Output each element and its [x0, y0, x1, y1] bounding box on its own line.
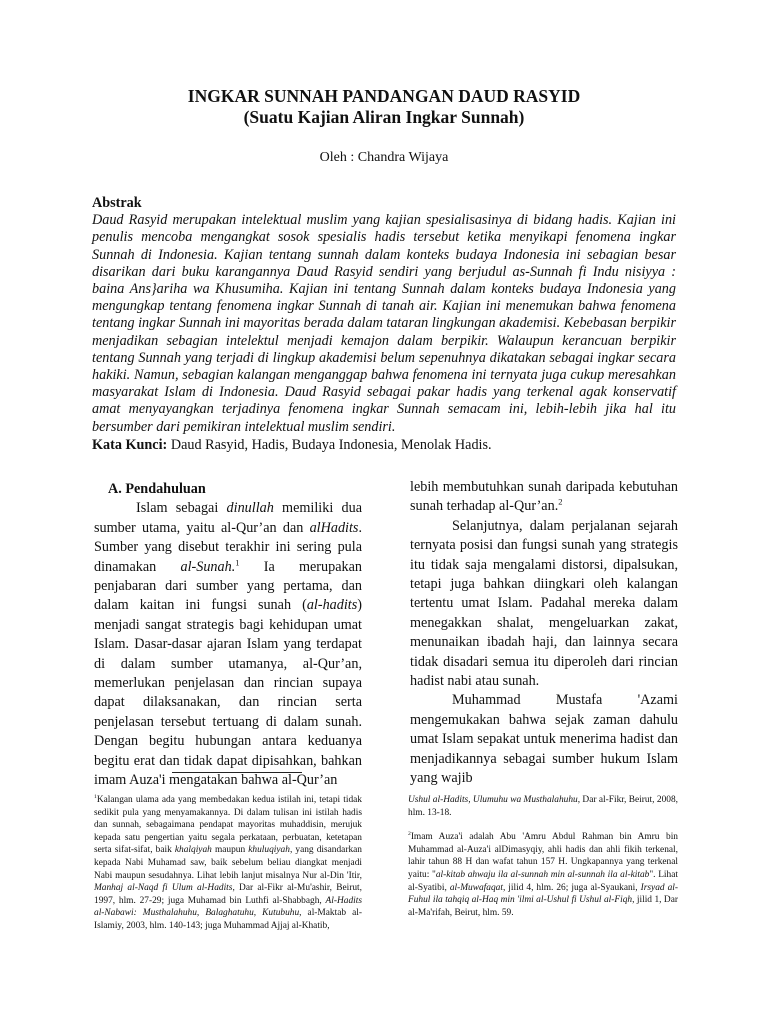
footnote-separator: [172, 772, 302, 773]
text-run: ". Lihat al-Syatibi,: [408, 869, 678, 893]
text-run: memiliki dua sumber utama, yaitu al-Qur’an dan: [94, 500, 363, 536]
abstract-body: Daud Rasyid merupakan intelektual muslim yang kajian spesialisasinya di bidang hadis. Kajian ini penulis mencoba mengangkat sosok spesialis hadis tersebut ketika menyikapi fenomena ingkar Sunnah di Indonesia. Kajian tentang sunnah dalam konteks budaya Indonesia ini sebagian besar disarikan dari buku karangannya Daud Rasyid sendiri yang berjudul as-Sunnah fi Indu nisiyya : baina Ans}ariha wa Khusumiha. Kajian ini tentang Sunnah dalam konteks budaya Indonesia yang mengungkap tentang fenomena ingkar Sunnah di tanah air. Kajian ini menemukan bahwa fenomena tentang ingkar Sunnah ini mayoritas berada dalam tataran lingkungan akademisi. Kebebasan berpikir menjadikan sebagian intelektul menjadi kemajon dalam berpikir. Walaupun kerancuan berpikir tentang Sunnah yang terjadi di lingkup akademisi belum sepenuhnya dikatakan sebagai ingkar secara hakiki. Namun, sebagian kalangan menganggap bahwa fenomena ini ternyata juga cukup meresahkan masyarakat Islam di Indonesia. Daud Rasyid sebagai pakar hadis yang terkenal agak konservatif amat menyayangkan terjadinya fenomena ingkar Sunnah semacam ini, lebih-lebih jika hal itu bersumber dari pemikiran intelektual muslim sendiri.: [92, 212, 677, 435]
keywords-text: Daud Rasyid, Hadis, Budaya Indonesia, Menolak Hadis.: [170, 436, 492, 453]
italic-term: al-hadits: [306, 597, 358, 614]
body-paragraph-continued: [410, 478, 678, 517]
footnote-2-column: [408, 794, 678, 919]
footnote-text: [94, 794, 362, 933]
italic-term: Irsyad al-Fuhul ila tahqiq al-Haq min 'ilmi al-Ushul fi Ushul al-Fiqh: [408, 882, 679, 906]
text-run: , al-Maktab al-Islamiy, 2003, hlm. 140-143; juga Muhammad Ajjaj al-Khatib,: [94, 908, 362, 931]
text-run: , Dar al-Fikr, Beirut, 2008, hlm. 13-18.: [408, 795, 678, 818]
italic-term: khalqiyah: [174, 845, 212, 856]
author-line: Oleh : Chandra Wijaya: [319, 150, 449, 165]
italic-term: al-kitab ahwaju ila al-sunnah min al-sunnah ila al-kitab: [435, 869, 650, 880]
italic-term: dinullah: [226, 500, 274, 517]
text-run: , jilid 1, Dar al-Ma'rifah, Beirut, hlm. 59.: [408, 895, 678, 918]
body-column-right: [410, 478, 678, 789]
text-run: Kalangan ulama ada yang membedakan kedua istilah ini, tetapi tidak sedikit pula yang menyamakannya. Di dalam tulisan ini istilah hadis dan sunnah, sebagaimana pendapat mayoritas muhaddisin, merujuk kepada satu pengertian yaitu segala perkataan, perbuatan, ketetapan serta sifat-sifat, baik: [94, 795, 362, 856]
text-run: , jilid 4, hlm. 26; juga al-Syaukani,: [502, 882, 641, 893]
body-paragraph: Selanjutnya, dalam perjalanan sejarah ternyata posisi dan fungsi sunah yang strategis itu tidak saja mengalami distorsi, dipalsukan, tetapi juga bahkan diingkari oleh kalangan tertentu umat Islam. Padahal mereka dalam menegakkan shalat, mengeluarkan zakat, menunaikan ibadah haji, dan lainnya secara tidak disadari semua itu diperoleh dari rincian hadist nabi atau sunah.: [410, 517, 678, 690]
text-run: Ia merupakan penjabaran dari sumber yang pertama, dan dalam kaitan ini fungsi sunah (: [94, 558, 362, 614]
text-run: , yang disandarkan kepada Nabi Muhamad saw, baik sebelum beliau diangkat menjadi Nabi maupun sesudahnya. Lihat lebih lanjut misalnya Nur al-Din 'Itir,: [94, 845, 362, 881]
italic-term: Al-Hadits al-Nabawi: Musthalahuhu, Balaghatuhu, Kutubuhu: [94, 895, 362, 919]
italic-term: alHadits: [309, 519, 359, 536]
italic-term: khuluqiyah: [248, 845, 290, 856]
article-title: [92, 86, 676, 128]
text-run: maupun: [211, 845, 249, 856]
keywords-line: [92, 437, 676, 454]
text-run: . Sumber yang disebut terakhir ini sering pula dinamakan: [94, 519, 362, 575]
body-paragraph: [94, 499, 362, 790]
italic-term: Manhaj al-Naqd fi Ulum al-Hadits: [94, 883, 233, 894]
body-column-left: [94, 480, 362, 791]
footnote-ref[interactable]: 2: [558, 496, 563, 507]
footnote-continuation: [408, 794, 678, 819]
text-run: Imam Auza'i adalah Abu 'Amru Abdul Rahman bin Amru bin Muhammad al-Auza'i alDimasyqiy, ahli hadis dan ahli fikih terkenal, lahir tahun 88 H dan wafat tahun 157 H. Ungkapannya yang terkenal yaitu: ": [408, 832, 678, 880]
abstract-section: [92, 195, 676, 454]
footnote-number: 1: [94, 793, 97, 800]
text-run: lebih membutuhkan sunah daripada kebutuhan sunah terhadap al-Qur’an.: [410, 479, 678, 515]
text-run: ) menjadi sangat strategis bagi kehidupan umat Islam. Dasar-dasar ajaran Islam yang terdapat di dalam sumber utamanya, al-Qur’an, memerlukan penjelasan dan rincian supaya dapat dilaksanakan, dan rincian serta penjelasan tersebut tertuang di dalam sunah. Dengan begitu hubungan antara keduanya begitu erat dan tidak dapat dipisahkan, bahkan imam Auza'i mengatakan bahwa al-Qur’an: [94, 597, 362, 789]
footnote-1: [94, 794, 362, 933]
text-run: Islam sebagai: [136, 500, 227, 517]
keywords-label: Kata Kunci:: [92, 436, 168, 453]
title-main: INGKAR SUNNAH PANDANGAN DAUD RASYID: [187, 86, 581, 106]
footnote-ref[interactable]: 1: [235, 556, 240, 567]
italic-term: al-Sunah.: [180, 558, 236, 575]
italic-term: al-Muwafaqat: [449, 882, 503, 893]
italic-term: Ushul al-Hadits, Ulumuhu wa Musthalahuhu: [408, 795, 578, 805]
footnote-2: [408, 831, 678, 919]
title-subtitle: (Suatu Kajian Aliran Ingkar Sunnah): [243, 107, 525, 127]
text-run: , Dar al-Fikr al-Mu'ashir, Beirut, 1997, hlm. 27-29; juga Muhamad bin Luthfi al-Shabbagh,: [94, 883, 362, 906]
section-heading: A. Pendahuluan: [108, 481, 206, 497]
body-paragraph: Muhammad Mustafa 'Azami mengemukakan bahwa sejak zaman dahulu umat Islam sepakat untuk menerima hadist dan menjadikannya sebagai sumber hukum Islam yang wajib: [410, 692, 678, 787]
footnote-number: 2: [408, 831, 411, 838]
abstract-heading: Abstrak: [92, 195, 142, 211]
